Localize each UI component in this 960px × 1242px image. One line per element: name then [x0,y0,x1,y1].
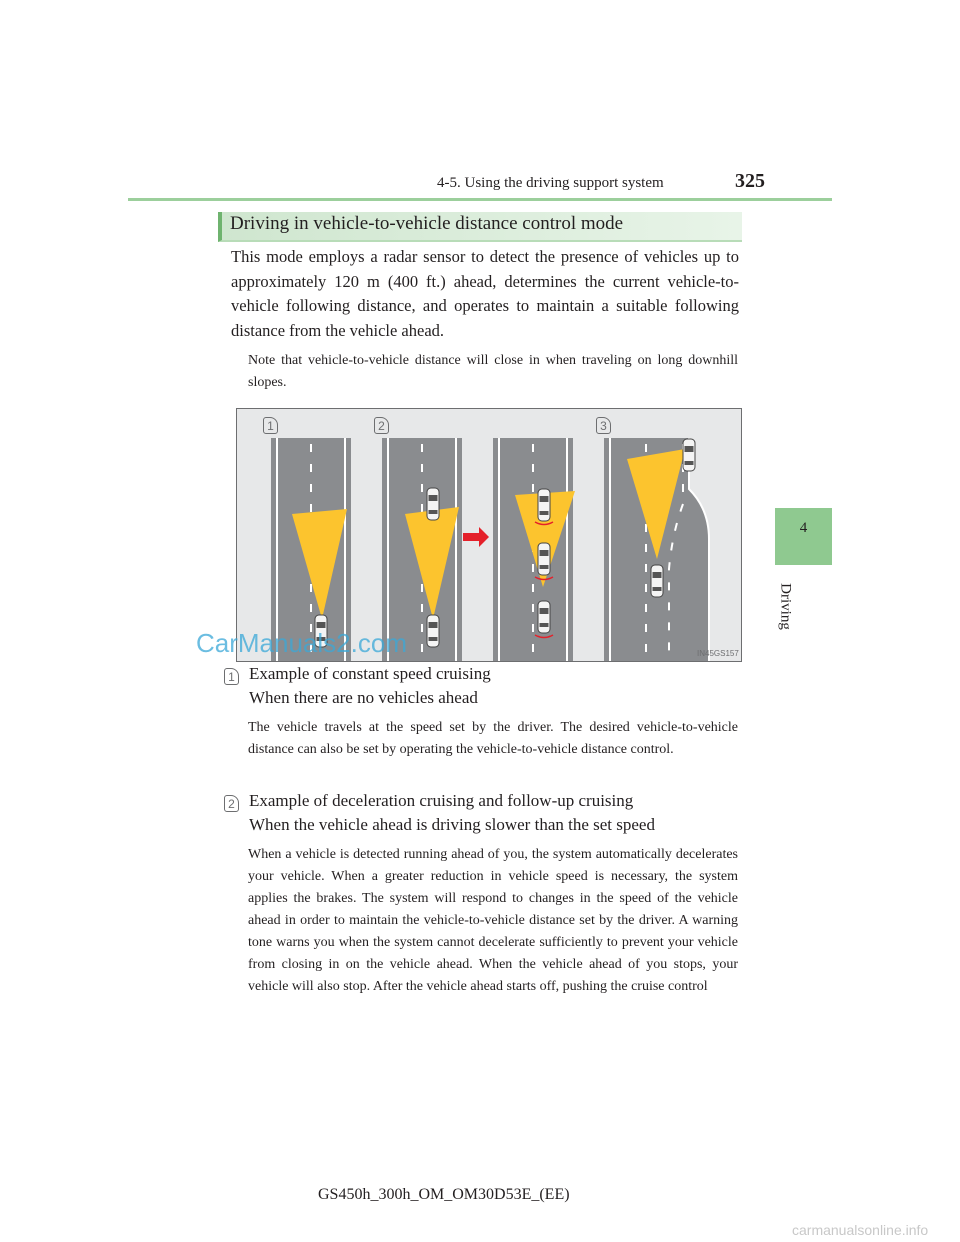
departing-vehicle-4 [683,439,695,471]
item-1-subtitle: When there are no vehicles ahead [249,688,478,707]
figure-marker-1: 1 [263,417,278,434]
item-2-subtitle: When the vehicle ahead is driving slower than the set speed [249,815,655,834]
chapter-number: 4 [799,520,808,536]
transition-arrow [463,527,489,547]
header-section-title: 4-5. Using the driving support system [437,175,664,191]
chapter-label: Driving [777,583,794,630]
site-mark: carmanualsonline.info [792,1222,929,1238]
header-divider [128,198,832,201]
figure-marker-2: 2 [374,417,389,434]
own-vehicle-2 [427,615,439,647]
own-vehicle-4 [651,565,663,597]
item-marker-1: 1 [224,668,239,685]
item-marker-2: 2 [224,795,239,812]
watermark: CarManuals2.com [196,628,407,658]
item-1-description: The vehicle travels at the speed set by the driver. The desired vehicle-to-vehicle distance can also be set by operating the vehicle-to-vehicle distance control. [248,720,738,757]
item-2-title: Example of deceleration cruising and follow-up cruising [249,791,634,810]
lead-vehicle-2 [427,488,439,520]
item-2-description: When a vehicle is detected running ahead of you, the system automatically decelerates your vehicle. When a greater reduction in vehicle speed is necessary, the system applies the brakes. The system will respond to changes in the speed of the vehicle ahead in order to maintain the vehicle-to-vehicle distance set by the driver. A warning tone warns you when the system cannot decelerate sufficiently to prevent your vehicle from closing in on the vehicle ahead. When the vehicle ahead of you stops, your vehicle will also stop. After the vehicle ahead starts off, pushing the cruise control [248,847,738,994]
page-number: 325 [735,170,765,192]
radar-cruise-illustration [236,408,742,662]
item-1-title: Example of constant speed cruising [249,664,491,683]
own-vehicle-3 [538,601,550,633]
illustration-svg [237,409,741,661]
intro-paragraph: This mode employs a radar sensor to detect the presence of vehicles up to approximately 120 m (400 ft.) ahead, determines the current vehicle-to-vehicle following distance, and operates to maintain a suitable following distance from the vehicle ahead. [231,247,739,340]
figure-marker-3: 3 [596,417,611,434]
following-vehicle-3 [538,543,550,575]
footer-document-id: GS450h_300h_OM_OM30D53E_(EE) [318,1186,570,1203]
lead-vehicle-3 [538,489,550,521]
intro-note: Note that vehicle-to-vehicle distance will close in when traveling on long downhill slopes. [248,353,738,390]
figure-code: IN45GS157 [697,649,739,658]
section-title: Driving in vehicle-to-vehicle distance control mode [230,213,624,234]
